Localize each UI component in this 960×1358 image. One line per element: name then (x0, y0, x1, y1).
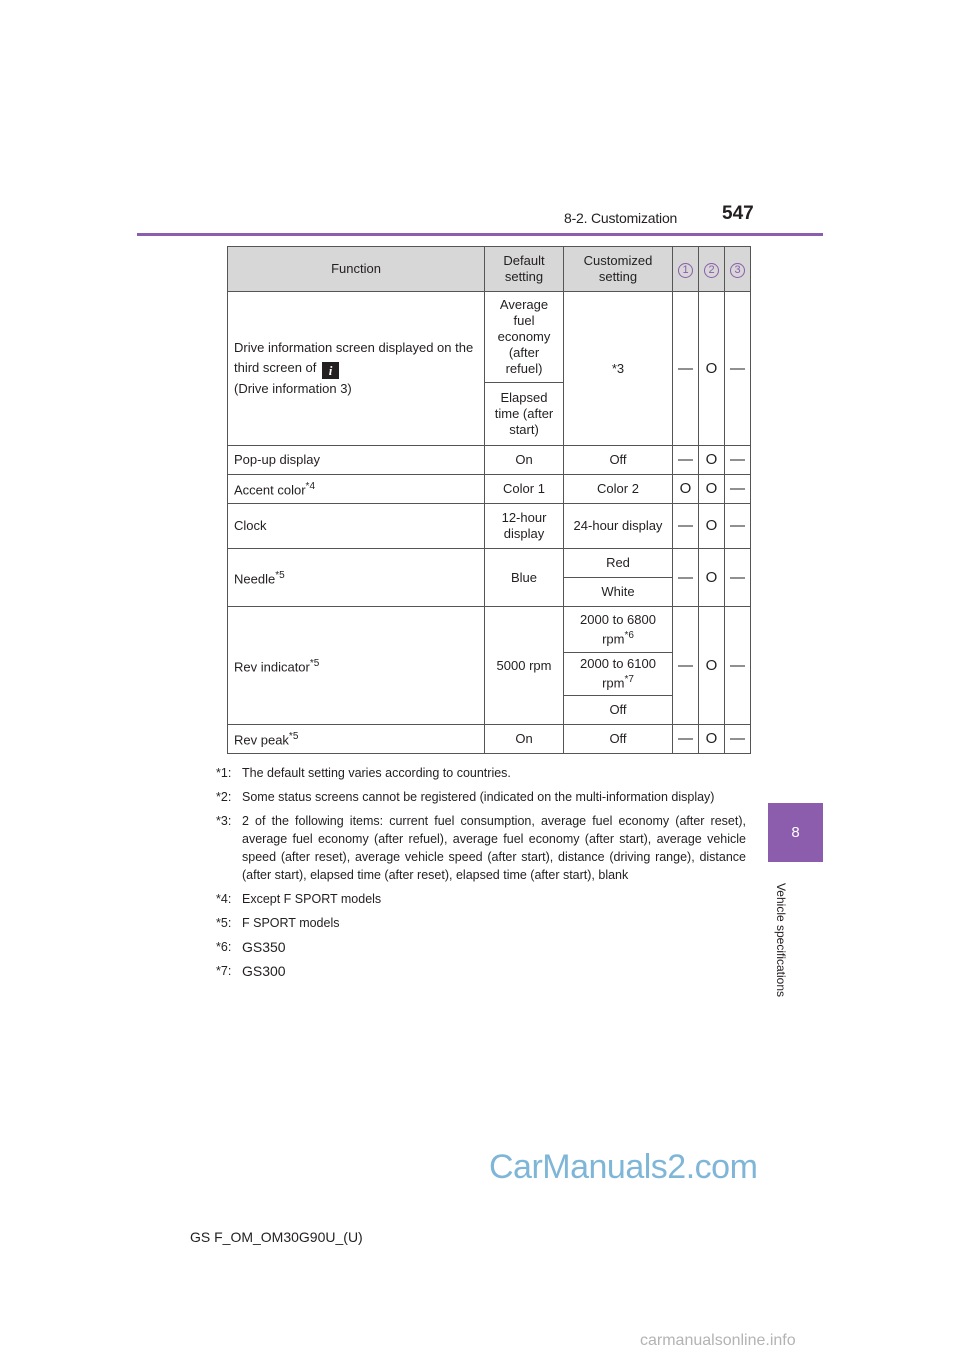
customized-text: 2000 to 6800 rpm (580, 611, 656, 647)
mark-cell: — (725, 446, 751, 475)
mark-cell: O (699, 292, 725, 446)
footnote-text: Except F SPORT models (242, 892, 382, 906)
footnote (216, 812, 746, 884)
function-text-2: (Drive information 3) (234, 381, 352, 396)
footnote-ref: *4 (305, 481, 315, 493)
footnote (216, 938, 746, 956)
footnotes (216, 764, 746, 986)
footnote-key: *2: (216, 790, 232, 804)
table-row (228, 475, 751, 504)
table-header-row (228, 247, 751, 292)
watermark-url: carmanualsonline.info (640, 1332, 796, 1349)
footnote (216, 962, 746, 980)
mark-cell: — (673, 607, 699, 725)
function-text: Rev indicator (234, 659, 310, 675)
default-cell: Color 1 (485, 475, 564, 504)
footnote (216, 914, 746, 932)
customized-cell: Red (564, 549, 673, 578)
customization-table (227, 246, 751, 754)
footnote-ref: *5 (288, 731, 299, 743)
function-cell (228, 292, 485, 446)
function-cell (228, 607, 485, 725)
footnote-ref: *6 (624, 629, 634, 641)
function-text: Accent color (234, 482, 306, 498)
function-cell (228, 725, 485, 754)
default-cell: Blue (485, 549, 564, 607)
function-text: Drive information screen displayed on the third screen of (234, 340, 474, 375)
chapter-label-text: Vehicle specifications (774, 882, 788, 998)
footnote-text: Some status screens cannot be registered (indicated on the multi-information display) (242, 790, 715, 804)
mark-cell: O (699, 607, 725, 725)
customized-cell (564, 653, 673, 696)
default-cell: On (485, 446, 564, 475)
info-icon: i (322, 362, 339, 379)
table-row (228, 607, 751, 653)
footnote-key: *3: (216, 814, 232, 828)
mark-cell: — (725, 607, 751, 725)
footnote (216, 788, 746, 806)
default-cell: On (485, 725, 564, 754)
footnote-ref: *7 (624, 674, 634, 686)
mark-cell: — (725, 475, 751, 504)
header-default: Default setting (485, 247, 564, 292)
table-row (228, 446, 751, 475)
mark-cell: O (699, 446, 725, 475)
mark-cell: O (699, 549, 725, 607)
footnote-text: GS350 (242, 939, 286, 955)
mark-cell: — (725, 549, 751, 607)
chapter-tab: 8 (768, 803, 823, 862)
circle-2-icon: 2 (704, 263, 719, 278)
footnote (216, 890, 746, 908)
mark-cell: — (673, 504, 699, 549)
customized-cell: *3 (564, 292, 673, 446)
function-cell: Clock (228, 504, 485, 549)
function-cell (228, 475, 485, 504)
mark-cell: — (673, 446, 699, 475)
table-row (228, 292, 751, 383)
header-col-1 (673, 247, 699, 292)
footnote-text: The default setting varies according to countries. (242, 766, 511, 780)
customized-cell: Color 2 (564, 475, 673, 504)
circle-1-icon: 1 (678, 263, 693, 278)
mark-cell: — (673, 725, 699, 754)
footnote-ref: *5 (309, 657, 320, 669)
chapter-label (771, 870, 791, 1010)
footnote-text: GS300 (242, 963, 286, 979)
default-cell: Average fuel economy (after refuel) (485, 292, 564, 383)
function-text: Rev peak (234, 732, 289, 748)
customized-cell: White (564, 578, 673, 607)
mark-cell: O (699, 504, 725, 549)
mark-cell: O (699, 725, 725, 754)
circle-3-icon: 3 (730, 263, 745, 278)
mark-cell: — (673, 292, 699, 446)
table-row (228, 549, 751, 578)
mark-cell: — (725, 725, 751, 754)
header-col-3 (725, 247, 751, 292)
mark-cell: — (673, 549, 699, 607)
table-row (228, 725, 751, 754)
header-customized: Customized setting (564, 247, 673, 292)
customized-cell: Off (564, 696, 673, 725)
page-number: 547 (722, 203, 754, 224)
customized-cell: Off (564, 725, 673, 754)
document-code: GS F_OM_OM30G90U_(U) (190, 1229, 363, 1245)
customized-cell: Off (564, 446, 673, 475)
header-function: Function (228, 247, 485, 292)
footnote-key: *1: (216, 766, 232, 780)
footnote-ref: *5 (275, 569, 285, 581)
default-cell: 5000 rpm (485, 607, 564, 725)
function-cell: Pop-up display (228, 446, 485, 475)
default-cell: 12-hour display (485, 504, 564, 549)
header-rule (137, 233, 823, 236)
footnote-key: *4: (216, 892, 232, 906)
function-text: Needle (234, 571, 276, 587)
footnote-text: F SPORT models (242, 916, 340, 930)
mark-cell: — (725, 504, 751, 549)
footnote (216, 764, 746, 782)
footnote-text: 2 of the following items: current fuel consumption, average fuel economy (after reset), average fuel economy (after refuel), average fuel economy (after start), average vehicle speed (after reset), average vehicle speed (after start), distance (driving range), distance (after start), elapsed time (after reset), elapsed time (after start), blank (242, 814, 746, 882)
table-row (228, 504, 751, 549)
mark-cell: O (699, 475, 725, 504)
function-cell (228, 549, 485, 607)
mark-cell: — (725, 292, 751, 446)
footnote-key: *6: (216, 940, 232, 954)
section-title: 8-2. Customization (564, 210, 678, 226)
watermark-logo: CarManuals2.com (489, 1148, 758, 1186)
footnote-key: *5: (216, 916, 232, 930)
customized-cell: 24-hour display (564, 504, 673, 549)
default-cell: Elapsed time (after start) (485, 383, 564, 446)
mark-cell: O (673, 475, 699, 504)
customized-text: 2000 to 6100 rpm (580, 656, 656, 691)
customized-cell (564, 607, 673, 653)
header-col-2 (699, 247, 725, 292)
footnote-key: *7: (216, 964, 232, 978)
page-header (0, 0, 960, 240)
